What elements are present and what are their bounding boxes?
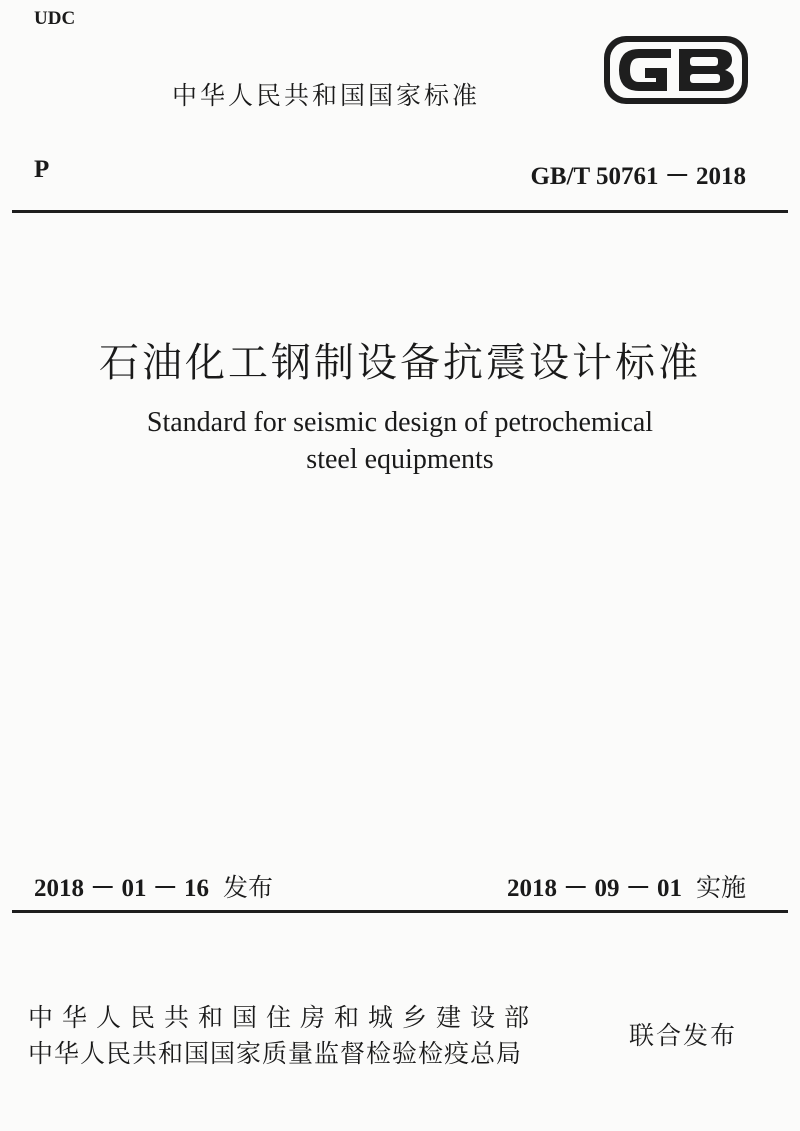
standard-number: GB/T 50761 － 2018 <box>530 163 746 190</box>
issue-label: 发布 <box>223 873 274 902</box>
national-standard-heading: 中华人民共和国国家标准 <box>172 81 481 110</box>
implement-date: 2018 － 09 － 01 <box>506 875 682 902</box>
publishers <box>28 1000 588 1072</box>
publisher-line1: 中华人民共和国住房和城乡建设部 <box>28 1003 539 1032</box>
title-english-line1: Standard for seismic design of petrochemical <box>146 407 654 438</box>
title-english-line2: steel equipments <box>306 444 494 475</box>
title-english <box>0 404 800 478</box>
classification-code: P <box>34 156 50 183</box>
implement-label: 实施 <box>695 873 746 902</box>
bottom-divider <box>12 910 788 913</box>
publisher-line2: 中华人民共和国国家质量监督检验检疫总局 <box>28 1039 523 1068</box>
implement-date-block <box>507 868 746 904</box>
top-divider <box>12 210 788 213</box>
issue-date-block <box>34 868 273 904</box>
title-chinese: 石油化工钢制设备抗震设计标准 <box>99 340 701 385</box>
gb-logo-icon <box>601 32 751 108</box>
udc-label: UDC <box>34 8 76 29</box>
issue-date: 2018 － 01 － 16 <box>34 875 210 902</box>
jointly-issued-label: 联合发布 <box>629 1021 738 1050</box>
